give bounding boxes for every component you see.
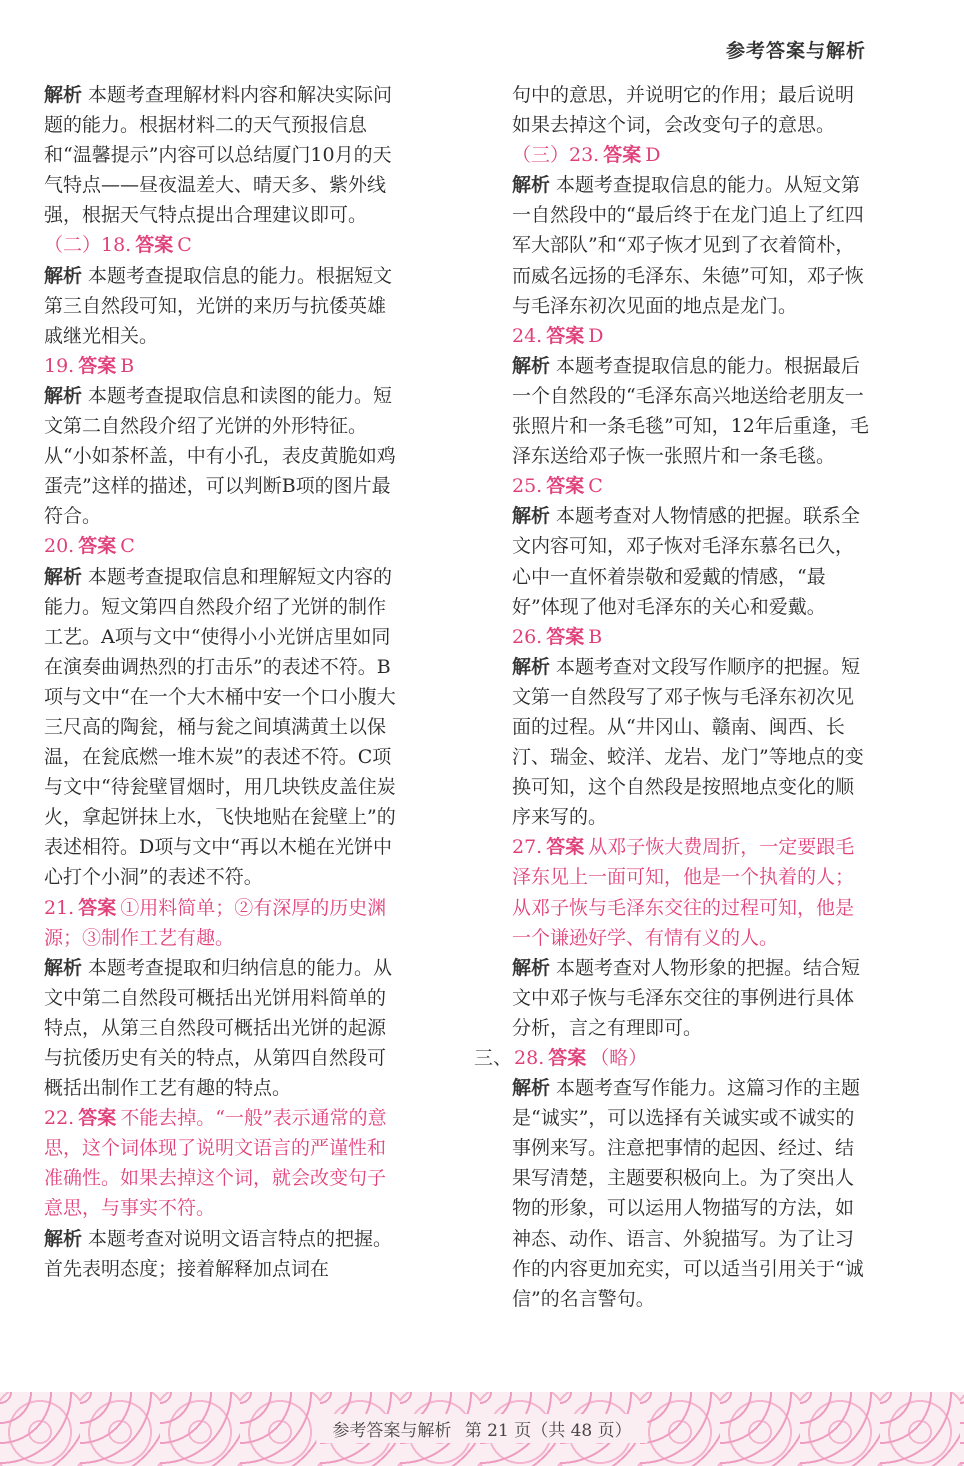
section-number: 三、 <box>474 1047 513 1069</box>
analysis-label: 解析 <box>44 264 83 287</box>
question-number: 27. <box>512 836 543 859</box>
analysis-text: 本题考查写作能力。这篇习作的主题是“诚实”，可以选择有关诚实或不诚实的事例来写。注意把事情的起因、经过、结果写清楚，主题要积极向上。为了突出人物的形象，可以运用人物描写的方法，如神态、动作、语言、外貌描写。为了让习作的内容更加充实，可以适当引用关于“诚信”的名言警句。 <box>512 1077 864 1310</box>
answer-value: ①用料简单；②有深厚的历史渊源；③制作工艺有趣。 <box>44 896 387 949</box>
analysis-text: 本题考查提取信息和理解短文内容的能力。短文第四自然段介绍了光饼的制作工艺。A项与文中“使得小小光饼店里如同在演奏曲调热烈的打击乐”的表述不符。B项与文中“在一个大木桶中安一个口小腹大三尺高的陶瓮，桶与瓮之间填满黄土以保温，在瓮底燃一堆木炭”的表述不符。C项与文中“待瓮壁冒烟时，用几块铁皮盖住炭火，拿起饼抹上水，飞快地贴在瓮壁上”的表述相符。D项与文中“再以木槌在光饼中心打个小洞”的表述不符。 <box>44 565 396 889</box>
analysis-paragraph <box>512 351 870 471</box>
question-answer <box>512 321 870 351</box>
question-number: 22. <box>44 1107 75 1130</box>
analysis-label: 解析 <box>512 1077 551 1100</box>
analysis-paragraph <box>512 953 870 1043</box>
answer-value: C <box>588 475 603 498</box>
analysis-label: 解析 <box>512 354 551 377</box>
analysis-text: 句中的意思，并说明它的作用；最后说明如果去掉这个词，会改变句子的意思。 <box>512 84 855 137</box>
analysis-text: 本题考查提取信息的能力。根据最后一个自然段的“毛泽东高兴地送给老朋友一张照片和一条毛毯”可知，12年后重逢，毛泽东送给邓子恢一张照片和一条毛毯。 <box>512 354 869 468</box>
analysis-text: 本题考查提取和归纳信息的能力。从文中第二自然段可概括出光饼用料简单的特点，从第三自然段可概括出光饼的起源与抗倭历史有关的特点，从第四自然段可概括出制作工艺有趣的特点。 <box>44 956 393 1100</box>
left-column <box>44 80 402 1284</box>
question-number: 21. <box>44 896 75 919</box>
question-answer <box>512 832 870 952</box>
analysis-text: 本题考查提取信息的能力。根据短文第三自然段可知，光饼的来历与抗倭英雄戚继光相关。 <box>44 264 393 347</box>
answer-label: 答案 <box>78 354 117 377</box>
analysis-text: 本题考查提取信息的能力。从短文第一自然段中的“最后终于在龙门追上了红四军大部队”和“邓子恢才见到了衣着简朴，而威名远扬的毛泽东、朱德”可知，邓子恢与毛泽东初次见面的地点是龙门。 <box>512 174 864 317</box>
analysis-label: 解析 <box>44 384 83 407</box>
footer-page-number: 第 21 页（共 48 页） <box>464 1421 632 1441</box>
answer-value: B <box>588 625 603 648</box>
analysis-label: 解析 <box>44 1227 83 1250</box>
footer-band <box>0 1392 964 1466</box>
question-answer <box>512 140 870 170</box>
question-number: 24. <box>512 324 543 347</box>
question-number: （三）23. <box>512 144 600 167</box>
analysis-label: 解析 <box>512 174 551 197</box>
analysis-continuation <box>512 80 870 140</box>
answer-label: 答案 <box>78 896 117 919</box>
answer-value: 不能去掉。“一般”表示通常的意思，这个词体现了说明文语言的严谨性和准确性。如果去掉这个词，就会改变句子意思，与事实不符。 <box>44 1107 387 1220</box>
analysis-paragraph <box>44 381 402 531</box>
analysis-label: 解析 <box>44 956 83 979</box>
analysis-text: 本题考查理解材料内容和解决实际问题的能力。根据材料二的天气预报信息和“温馨提示”内容可以总结厦门10月的天气特点——昼夜温差大、晴天多、紫外线强，根据天气特点提出合理建议即可。 <box>44 84 393 227</box>
question-answer <box>44 230 402 260</box>
right-column <box>474 80 870 1314</box>
question-answer <box>474 1043 870 1073</box>
analysis-text: 本题考查对人物情感的把握。联系全文内容可知，邓子恢对毛泽东慕名已久，心中一直怀着崇敬和爱戴的情感，“最好”体现了他对毛泽东的关心和爱戴。 <box>512 505 861 618</box>
answer-label: 答案 <box>135 234 174 257</box>
answer-label: 答案 <box>603 144 642 167</box>
question-number: 25. <box>512 475 543 498</box>
analysis-text: 本题考查对人物形象的把握。结合短文中邓子恢与毛泽东交往的事例进行具体分析，言之有理即可。 <box>512 956 861 1039</box>
analysis-label: 解析 <box>44 565 83 588</box>
footer-label <box>316 1414 647 1443</box>
answer-label: 答案 <box>78 535 117 558</box>
analysis-label: 解析 <box>44 84 83 106</box>
answer-label: 答案 <box>546 475 585 498</box>
question-answer <box>44 351 402 381</box>
question-number: 28. <box>514 1047 545 1069</box>
analysis-paragraph <box>512 501 870 621</box>
answer-label: 答案 <box>548 1047 587 1069</box>
answer-value: C <box>177 234 192 257</box>
analysis-paragraph <box>44 80 402 230</box>
analysis-text: 本题考查对说明文语言特点的把握。首先表明态度；接着解释加点词在 <box>44 1227 393 1280</box>
question-number: 26. <box>512 625 543 648</box>
answer-value: （略） <box>590 1047 648 1069</box>
question-answer <box>512 471 870 501</box>
page-header-title: 参考答案与解析 <box>725 40 866 62</box>
analysis-paragraph <box>512 652 870 833</box>
question-number: 19. <box>44 354 75 377</box>
question-answer <box>44 893 402 953</box>
analysis-paragraph <box>512 170 870 320</box>
analysis-text: 本题考查提取信息和读图的能力。短文第二自然段介绍了光饼的外形特征。从“小如茶杯盖，中有小孔，表皮黄脆如鸡蛋壳”这样的描述，可以判断B项的图片最符合。 <box>44 384 396 528</box>
answer-value: C <box>120 535 135 558</box>
answer-label: 答案 <box>546 324 585 347</box>
analysis-label: 解析 <box>512 505 551 528</box>
answer-label: 答案 <box>546 625 585 648</box>
question-answer <box>44 1103 402 1223</box>
analysis-text: 本题考查对文段写作顺序的把握。短文第一自然段写了邓子恢与毛泽东初次见面的过程。从“井冈山、赣南、闽西、长汀、瑞金、蛟洋、龙岩、龙门”等地点的变换可知，这个自然段是按照地点变化的顺序来写的。 <box>512 655 864 829</box>
question-number: （二）18. <box>44 234 132 257</box>
analysis-label: 解析 <box>512 655 551 678</box>
footer-title: 参考答案与解析 <box>332 1421 452 1441</box>
analysis-label: 解析 <box>512 956 551 979</box>
analysis-paragraph <box>44 261 402 351</box>
analysis-paragraph <box>44 953 402 1103</box>
analysis-paragraph <box>44 1224 402 1284</box>
answer-value: D <box>588 324 604 347</box>
analysis-paragraph <box>512 1073 870 1314</box>
answer-label: 答案 <box>78 1107 117 1130</box>
answer-value: D <box>645 144 661 167</box>
answer-value: B <box>120 354 135 377</box>
answer-value: 从邓子恢大费周折，一定要跟毛泽东见上一面可知，他是一个执着的人；从邓子恢与毛泽东交往的过程可知，他是一个谦逊好学、有情有义的人。 <box>512 836 855 949</box>
analysis-paragraph <box>44 562 402 893</box>
question-answer <box>512 622 870 652</box>
question-answer <box>44 531 402 561</box>
question-number: 20. <box>44 535 75 558</box>
answer-label: 答案 <box>546 836 585 859</box>
